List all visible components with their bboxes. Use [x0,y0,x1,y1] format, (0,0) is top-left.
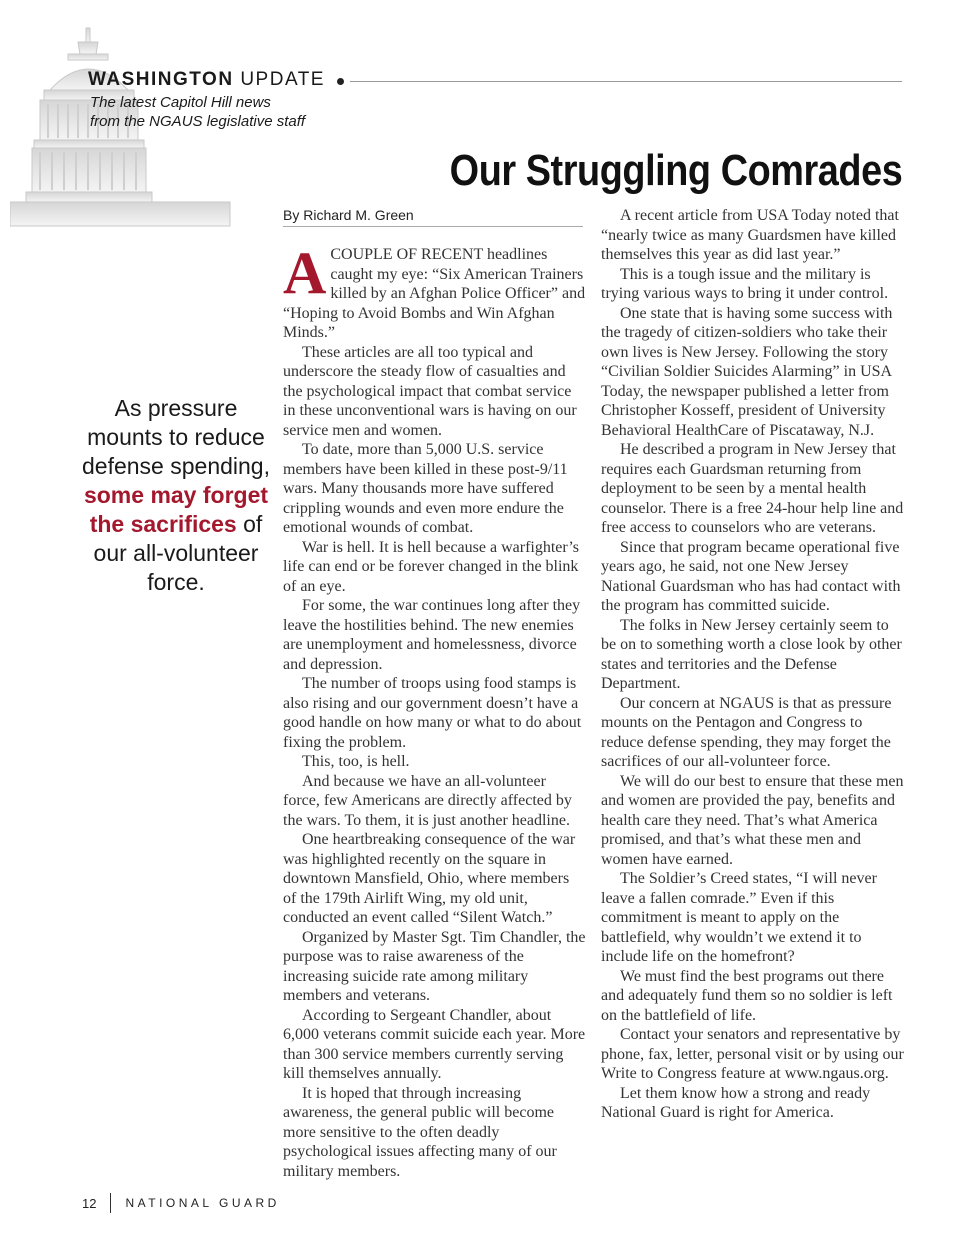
article-paragraph: It is hoped that through increasing awareness, the general public will become more sensitive to the often deadly psychological issues affecting many of our military members. [283,1084,557,1180]
page-number: 12 [82,1195,97,1211]
article-paragraph: Let them know how a strong and ready National Guard is right for America. [601,1084,871,1121]
article-paragraph: According to Sergeant Chandler, about 6,000 veterans commit suicide each year. More than 300 service members currently serving kill themselves annually. [283,1006,586,1082]
article-column-2 [601,206,904,1123]
article-paragraph: The Soldier’s Creed states, “I will never leave a fallen comrade.” Even if this commitment is meant to apply on the battlefield, why wouldn’t we extend it to include life on the homefront? [601,870,877,965]
article-paragraph: Our concern at NGAUS is that as pressure mounts on the Pentagon and Congress to reduce defense spending, they may forget the sacrifices of our all-volunteer force. [601,694,892,770]
magazine-name: NATIONAL GUARD [125,1196,280,1210]
section-subtitle [90,93,350,131]
article-paragraph [283,240,586,343]
page-footer [82,1193,280,1213]
article-paragraph: This is a tough issue and the military is trying various ways to bring it under control. [601,265,889,302]
article-paragraph: Organized by Master Sgt. Tim Chandler, the purpose was to raise awareness of the increasing suicide rate among military members and veterans. [283,928,586,1004]
paragraph-text: COUPLE OF RECENT headlines caught my eye: “Six American Trainers killed by an Afghan Police Officer” and “Hoping to Avoid Bombs and Win Afghan Minds.” [283,246,586,341]
section-heading-light: UPDATE [240,69,325,90]
article-paragraph: These articles are all too typical and underscore the steady flow of casualties and the psychological impact that combat service in these unconventional wars is having on our service men and women. [283,343,577,439]
article-paragraph: For some, the war continues long after they leave the hostilities behind. The new enemies are unemployment and homelessness, divorce and depression. [283,597,581,673]
section-subtitle-line: The latest Capitol Hill news [90,94,271,111]
article-paragraph: He described a program in New Jersey that requires each Guardsman returning from deployment to be seen by a mental health counselor. There is a free 24-hour help line and free access to counselors who are veterans. [601,441,904,536]
heading-bullet [337,78,344,85]
section-heading-bold: WASHINGTON [88,69,234,90]
article-paragraph: Contact your senators and representative by phone, fax, letter, personal visit or by using our Write to Congress feature at www.ngaus.org. [601,1026,904,1082]
article-paragraph: We will do our best to ensure that these men and women are provided the pay, benefits and health care they need. That’s what America promised, and that’s what these men and women have earned. [601,772,904,868]
article-paragraph: To date, more than 5,000 U.S. service members have been killed in these post-9/11 wars. Many thousands more have suffered crippling wounds and even more endure the emotional wounds of combat. [283,441,568,536]
article-paragraph: We must find the best programs out there and adequately fund them so no soldier is left on the battlefield of life. [601,967,893,1024]
drop-cap: A [283,240,327,306]
article-title: Our Struggling Comrades [449,146,902,195]
article-paragraph: The folks in New Jersey certainly seem to be on to something worth a close look by other states and territories and the Defense Department. [601,616,902,692]
heading-rule [350,81,902,82]
pull-quote [78,394,274,597]
pull-quote-text: As pressure mounts to reduce defense spending, [82,395,270,479]
article-paragraph: This, too, is hell. [302,753,410,770]
article-paragraph: One heartbreaking consequence of the war was highlighted recently on the square in downtown Mansfield, Ohio, where members of the 179th Airlift Wing, my old unit, conducted an event called “Silent Watch.” [283,831,576,926]
section-heading [88,69,325,91]
pull-quote-highlight: some may forget the sacrifices [83,482,269,537]
article-column-1 [283,240,586,1181]
article-paragraph: Since that program became operational five years ago, he said, not one New Jersey National Guardsman who has had contact with the program has committed suicide. [601,538,901,614]
article-paragraph: War is hell. It is hell because a warfighter’s life can end or be forever changed in the blink of an eye. [283,538,579,595]
article-byline: By Richard M. Green [283,207,583,227]
section-subtitle-line: from the NGAUS legislative staff [90,113,306,130]
footer-divider [110,1193,111,1213]
article-paragraph: The number of troops using food stamps is also rising and our government doesn’t have a good handle on how many or what to do about fixing the problem. [283,675,582,751]
article-paragraph: And because we have an all-volunteer force, few Americans are directly affected by the wars. To them, it is just another headline. [283,772,572,829]
article-paragraph: A recent article from USA Today noted that “nearly twice as many Guardsmen have killed themselves this year as did last year.” [601,207,899,263]
pull-quote-text: of our all-volunteer force. [93,511,263,595]
article-paragraph: One state that is having some success with the tragedy of citizen-soldiers who take their own lives is New Jersey. Following the story “Civilian Soldier Suicides Alarming” in USA Today, the newspaper published a letter from Christopher Kosseff, president of University Behavioral HealthCare of Piscataway, N.J. [601,304,893,439]
